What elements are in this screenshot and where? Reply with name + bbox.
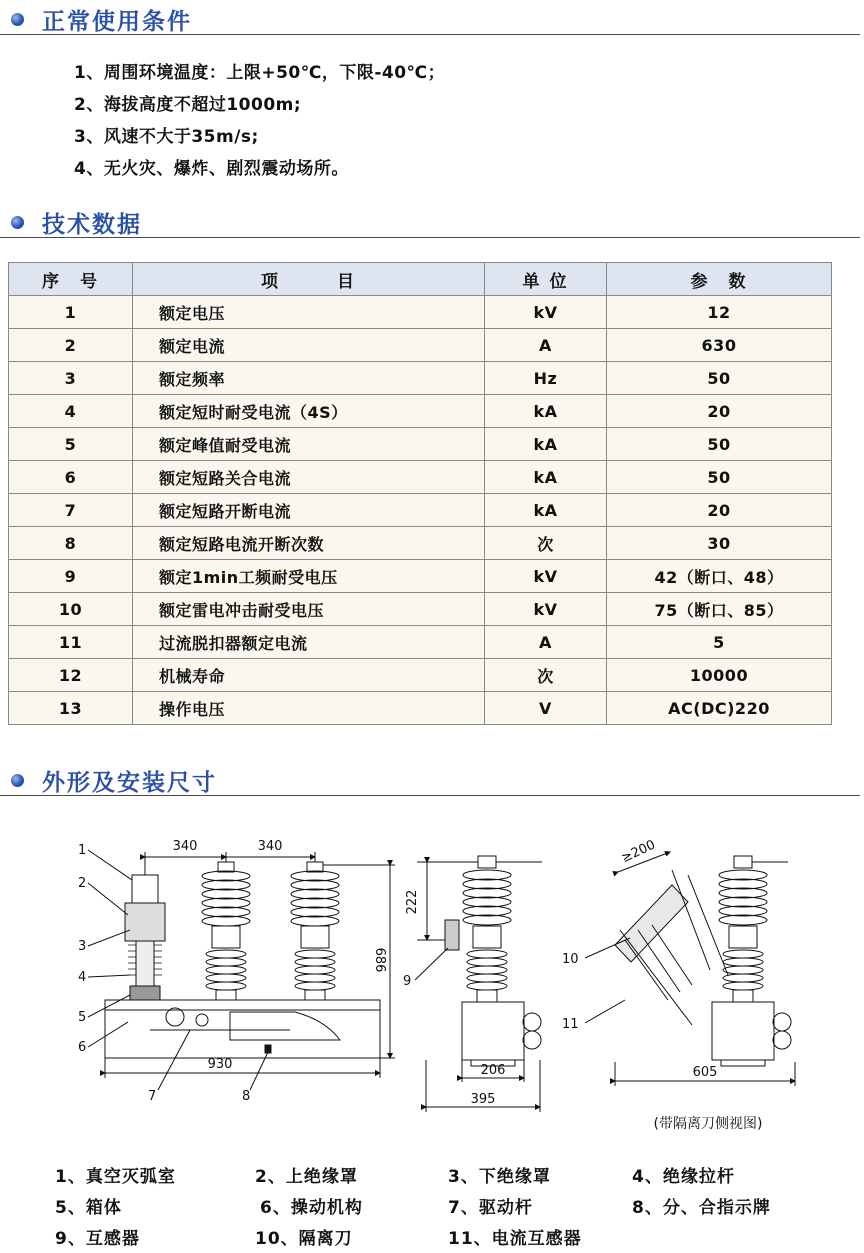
table-row (9, 362, 832, 395)
col-header-unit: 单 位 (485, 263, 607, 296)
dim-side-base: 206 (480, 1063, 506, 1078)
dim-height: 686 (372, 947, 387, 973)
cell-item: 额定短路电流开断次数 (133, 527, 485, 560)
legend-item: 11、电流互感器 (448, 1229, 582, 1249)
cell-value: 75（断口、85） (607, 593, 832, 626)
callout-label: 5 (78, 1010, 87, 1025)
dim-iso-angle: ≥200 (619, 837, 658, 867)
cell-item: 额定电压 (133, 296, 485, 329)
col-header-value: 参 数 (607, 263, 832, 296)
callout-label: 4 (78, 970, 87, 985)
cell-unit: A (485, 626, 607, 659)
callout-label: 9 (403, 974, 412, 989)
conditions-list (74, 58, 445, 186)
callout-label: 11 (562, 1017, 579, 1032)
cell-item: 额定短路关合电流 (133, 461, 485, 494)
cell-value: 42（断口、48） (607, 560, 832, 593)
legend-item: 10、隔离刀 (255, 1229, 353, 1249)
cell-unit: Hz (485, 362, 607, 395)
legend-item: 4、绝缘拉杆 (632, 1167, 735, 1187)
legend-item: 9、互感器 (55, 1229, 140, 1249)
section-title-conditions: 正常使用条件 (42, 9, 192, 35)
dim-side-width: 395 (470, 1092, 496, 1107)
table-row (9, 560, 832, 593)
section-header-tech (0, 205, 860, 238)
isolator-view-caption: (带隔离刀侧视图) (653, 1116, 763, 1132)
cell-value: 30 (607, 527, 832, 560)
cell-index: 9 (9, 560, 133, 593)
dim-iso-width: 605 (692, 1065, 718, 1080)
cell-value: AC(DC)220 (607, 692, 832, 725)
table-row (9, 395, 832, 428)
dim-side-top: 222 (405, 889, 420, 915)
legend-item: 6、操动机构 (260, 1198, 363, 1218)
table-row (9, 659, 832, 692)
cell-value: 20 (607, 494, 832, 527)
legend-item: 8、分、合指示牌 (632, 1198, 771, 1218)
cell-index: 5 (9, 428, 133, 461)
callout-label: 10 (562, 952, 579, 967)
condition-item: 4、无火灾、爆炸、剧烈震动场所。 (74, 159, 349, 179)
cell-index: 2 (9, 329, 133, 362)
bullet-icon (11, 216, 24, 229)
condition-item: 2、海拔高度不超过1000m; (74, 95, 302, 115)
cell-value: 10000 (607, 659, 832, 692)
cell-index: 4 (9, 395, 133, 428)
bullet-icon (11, 774, 24, 787)
legend-item: 7、驱动杆 (448, 1198, 533, 1218)
cell-item: 过流脱扣器额定电流 (133, 626, 485, 659)
front-view (88, 850, 395, 1090)
callout-label: 2 (78, 876, 87, 891)
table-row (9, 494, 832, 527)
section-title-tech: 技术数据 (42, 212, 142, 238)
isolator-view (585, 852, 795, 1086)
section-header-conditions (0, 2, 860, 35)
condition-item: 3、风速不大于35m/s; (74, 127, 259, 147)
cell-unit: kA (485, 428, 607, 461)
cell-index: 1 (9, 296, 133, 329)
dim-pitch-2: 340 (257, 839, 283, 854)
spec-table (8, 262, 832, 725)
cell-unit: 次 (485, 659, 607, 692)
cell-index: 7 (9, 494, 133, 527)
callout-label: 1 (78, 843, 87, 858)
cell-value: 50 (607, 461, 832, 494)
cell-unit: kA (485, 494, 607, 527)
parts-legend (0, 1162, 864, 1252)
cell-value: 5 (607, 626, 832, 659)
section-title-dims: 外形及安装尺寸 (42, 770, 217, 796)
cell-value: 50 (607, 362, 832, 395)
table-row (9, 626, 832, 659)
table-row (9, 461, 832, 494)
cell-index: 6 (9, 461, 133, 494)
cell-item: 操作电压 (133, 692, 485, 725)
legend-item: 2、上绝缘罩 (255, 1167, 358, 1187)
legend-item: 3、下绝缘罩 (448, 1167, 551, 1187)
table-row (9, 428, 832, 461)
table-row (9, 296, 832, 329)
side-view (415, 856, 542, 1112)
cell-item: 额定电流 (133, 329, 485, 362)
outline-drawing (60, 830, 850, 1135)
callout-label: 6 (78, 1040, 87, 1055)
cell-unit: kV (485, 593, 607, 626)
cell-unit: V (485, 692, 607, 725)
cell-unit: kA (485, 395, 607, 428)
callout-label: 8 (242, 1089, 251, 1104)
cell-unit: kV (485, 296, 607, 329)
cell-unit: kA (485, 461, 607, 494)
cell-index: 13 (9, 692, 133, 725)
cell-item: 额定频率 (133, 362, 485, 395)
cell-item: 额定雷电冲击耐受电压 (133, 593, 485, 626)
cell-value: 20 (607, 395, 832, 428)
front-view-base (105, 1000, 380, 1058)
callout-label: 3 (78, 939, 87, 954)
dim-pitch-1: 340 (172, 839, 198, 854)
table-row (9, 692, 832, 725)
legend-item: 5、箱体 (55, 1198, 122, 1218)
cell-item: 机械寿命 (133, 659, 485, 692)
cell-item: 额定峰值耐受电流 (133, 428, 485, 461)
cell-index: 8 (9, 527, 133, 560)
spec-table-body (9, 296, 832, 725)
cell-index: 10 (9, 593, 133, 626)
condition-item: 1、周围环境温度：上限+50℃，下限-40℃； (74, 63, 446, 83)
cell-item: 额定短路开断电流 (133, 494, 485, 527)
legend-item: 1、真空灭弧室 (55, 1167, 176, 1187)
cell-unit: kV (485, 560, 607, 593)
section-header-dims (0, 763, 860, 796)
table-row (9, 527, 832, 560)
table-header-row (9, 263, 832, 296)
col-header-index: 序 号 (9, 263, 133, 296)
table-row (9, 329, 832, 362)
callout-label: 7 (148, 1089, 157, 1104)
bullet-icon (11, 13, 24, 26)
dim-base-width: 930 (207, 1057, 233, 1072)
cell-unit: A (485, 329, 607, 362)
cell-item: 额定1min工频耐受电压 (133, 560, 485, 593)
col-header-item: 项 目 (133, 263, 485, 296)
cell-unit: 次 (485, 527, 607, 560)
cell-value: 12 (607, 296, 832, 329)
cell-index: 11 (9, 626, 133, 659)
cell-value: 630 (607, 329, 832, 362)
cell-index: 3 (9, 362, 133, 395)
cell-index: 12 (9, 659, 133, 692)
table-row (9, 593, 832, 626)
cell-item: 额定短时耐受电流（4S） (133, 395, 485, 428)
cell-value: 50 (607, 428, 832, 461)
